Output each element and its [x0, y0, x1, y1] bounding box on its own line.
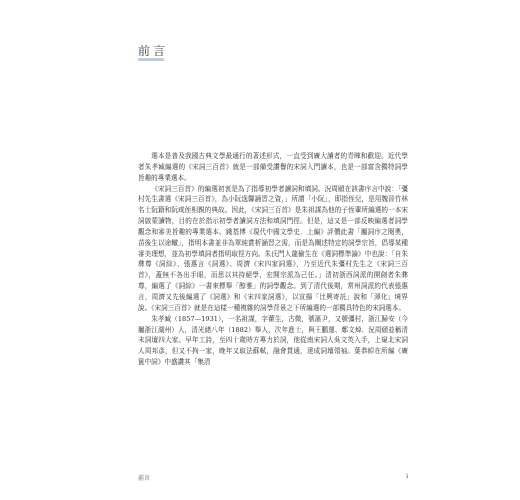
- page-footer: [138, 473, 408, 483]
- paragraph-compilation: 《宋詞三百首》的編選初衷是為了指導初學者讀詞和填詞。況周頤在該書序言中說：「彊村先生書選《宋詞三百首》，為小阮逸馨誦習之資，」所謂「小阮」，即指侄兒，是用魏晉竹林名士阮籍和阮咸侄相親的典故。因此，《宋詞三百首》是朱祖謀為他的子侄輩所編選的一本宋詞啟蒙讀物，目的在於指示初學者讀詞方法和填詞門徑。但是，這又是一部反映編選者詞學觀念和審美旨趣的專業選本。錢基博《現代中國文學史．上編》評價此書「屬詞序之閱奧，苗後生以途轍」，指明本書並非為單純賞析誦習之需，而是為闡述特定的詞學宗旨，倡導某種審美理想，並為初學填詞者指明取徑方向。朱氏門人龍榆生在《選詞標準論》中也說：「自朱彝尊《詞綜》、張惠言《詞選》、周濟《宋四家詞選》，乃至近代朱彊村先生之《宋詞三百首》，蓋無不各出手眼，而思以其持絕學，宏開宗派為己任。」清初浙西詞派的開創者朱彝尊，編選了《詞綜》一書來標舉「醇雅」的詞學觀念。到了清代後期，常州詞派的代表張惠言，周濟又先後編選了《詞選》和《宋四家詞選》，以宣揚「比興寄託」說和「渾化」境界說。《宋詞三百首》就是在這樣一種複雜的詞學背景之下所編選的一部獨具特色的宋詞選本。: [138, 184, 408, 312]
- page-number: i: [406, 473, 408, 480]
- body-text: [138, 151, 408, 368]
- page-title: 前言: [138, 44, 169, 58]
- running-footer-title: 前言: [138, 475, 151, 482]
- paragraph-intro: 選本是普及我國古典文學最通行的著述形式，一直受到廣大讀者的青睞和歡迎。近代學者朱孝臧編選的《宋詞三百首》就是一部備受讚譽的宋詞入門讀本，也是一部富含獨特詞學旨趣的專業選本。: [138, 152, 408, 182]
- title-underline-bar: [138, 58, 164, 61]
- paragraph-biography: 朱孝臧（1857—1931），一名祖謀，字藿生，古微，號漚尹，又號彊村，浙江歸安（今屬浙江湖州）人，清光緒八年（1882）舉人，次年進士，與王鵬運、鄭文焯、況周頤並稱清末詞壇四大家。早年工詩，至四十歲時方專力於詞，他從南宋詞人吳文英入手，上窺北宋詞人周邦彥，但又不拘一家，晚年又取法蘇軾，融會貫通，達成詞壇領袖。葉恭綽在所編《廣篋中詞》中盛讚其「集清: [138, 314, 408, 367]
